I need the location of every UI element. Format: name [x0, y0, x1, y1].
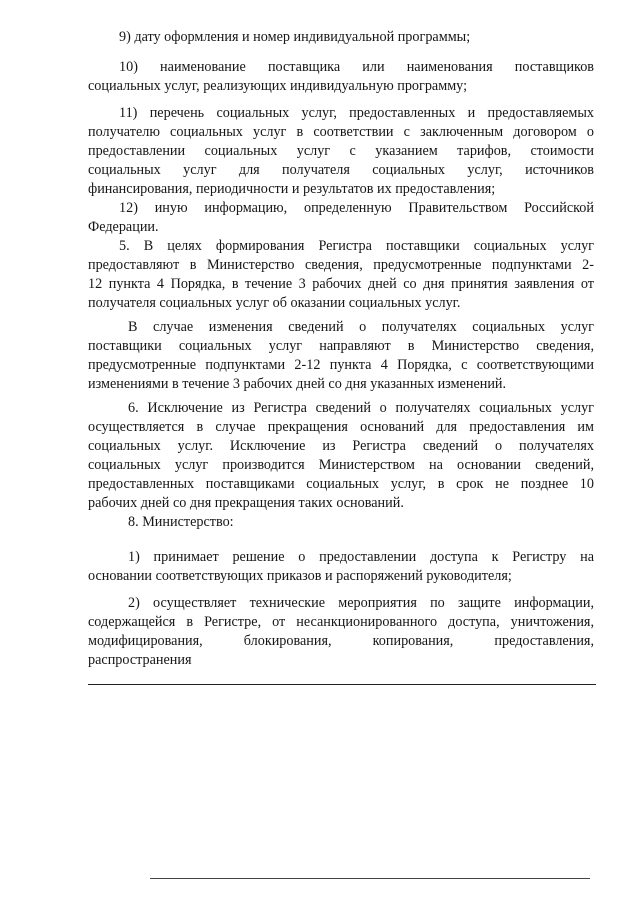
text-line: социальных услуг. Исключение из Регистра сведений о получателях — [88, 438, 594, 454]
text-line: получателю социальных услуг в соответствии с заключенным договором о — [88, 124, 594, 140]
paragraph-item-9 — [119, 28, 599, 47]
text-line: 1) принимает решение о предоставлении доступа к Регистру на — [128, 549, 594, 565]
text-line: изменениями в течение 3 рабочих дней со дня указанных изменений. — [88, 376, 507, 392]
paragraph-item-12 — [88, 199, 594, 237]
text-line: социальных услуг производится Министерством на основании сведений, — [88, 457, 594, 473]
text-line: В случае изменения сведений о получателях социальных услуг — [128, 319, 594, 335]
footer-divider — [88, 684, 596, 685]
text-line: поставщики социальных услуг направляют в Министерство сведения, — [88, 338, 594, 354]
text-line: основании соответствующих приказов и распоряжений руководителя; — [88, 568, 512, 584]
text-line: 11) перечень социальных услуг, предоставленных и предоставляемых — [119, 105, 594, 121]
text-line: Федерации. — [88, 219, 159, 235]
paragraph-point-5-continued — [88, 318, 594, 394]
text-line: рабочих дней со дня прекращения таких оснований. — [88, 495, 404, 511]
text-line: 12 пункта 4 Порядка, в течение 3 рабочих дней со дня принятия заявления от — [88, 276, 594, 292]
paragraph-item-10 — [88, 58, 594, 96]
paragraph-item-11 — [88, 104, 594, 199]
paragraph-point-6 — [88, 399, 594, 513]
text-line: распространения — [88, 652, 192, 668]
text-line: предусмотренные подпунктами 2-12 пункта 4 Порядка, с соответствующими — [88, 357, 594, 373]
text-line: модифицирования, блокирования, копирования, предоставления, — [88, 633, 594, 649]
paragraph-point-8 — [88, 513, 594, 532]
paragraph-point-5 — [88, 237, 594, 313]
text-line: 10) наименование поставщика или наименования поставщиков — [119, 59, 594, 75]
text-line: получателя социальных услуг об оказании социальных услуг. — [88, 295, 461, 311]
bottom-divider — [150, 878, 590, 879]
text-line: 9) дату оформления и номер индивидуальной программы; — [119, 29, 471, 45]
text-line: осуществляется в случае прекращения оснований для предоставления им — [88, 419, 594, 435]
text-line: предоставленных поставщиками социальных услуг, в срок не позднее 10 — [88, 476, 594, 492]
text-line: содержащейся в Регистре, от несанкционированного доступа, уничтожения, — [88, 614, 594, 630]
text-line: 12) иную информацию, определенную Правительством Российской — [119, 200, 594, 216]
paragraph-point-8-item-1 — [88, 548, 594, 586]
text-line: предоставлении социальных услуг с указанием тарифов, стоимости — [88, 143, 594, 159]
text-line: 5. В целях формирования Регистра поставщики социальных услуг — [119, 238, 594, 254]
text-line: 6. Исключение из Регистра сведений о получателях социальных услуг — [128, 400, 594, 416]
text-line: социальных услуг, реализующих индивидуальную программу; — [88, 78, 468, 94]
text-line: предоставляют в Министерство сведения, предусмотренные подпунктами 2- — [88, 257, 594, 273]
text-line: социальных услуг для получателя социальных услуг, источников — [88, 162, 594, 178]
text-line: 2) осуществляет технические мероприятия по защите информации, — [128, 595, 594, 611]
text-line: финансирования, периодичности и результатов их предоставления; — [88, 181, 496, 197]
text-line: 8. Министерство: — [128, 514, 234, 530]
paragraph-point-8-item-2 — [88, 594, 594, 670]
